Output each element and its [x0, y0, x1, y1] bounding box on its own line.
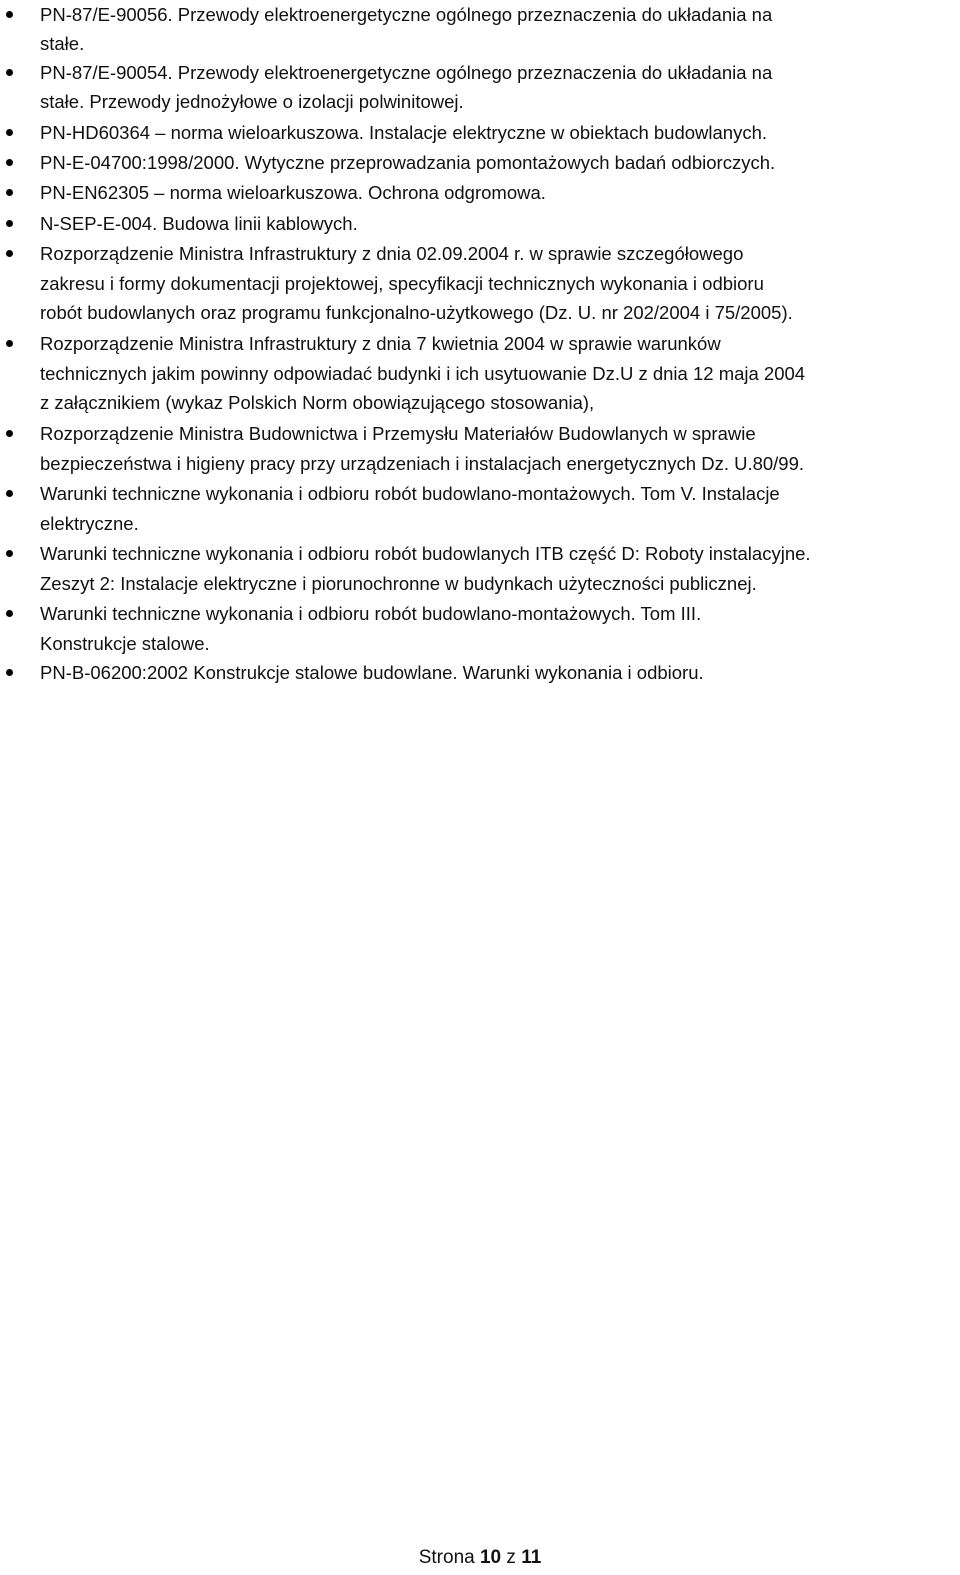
reference-text	[40, 0, 956, 58]
reference-line: stałe.	[40, 33, 85, 54]
footer-page-number: 10	[479, 1547, 502, 1568]
reference-item	[0, 479, 960, 538]
reference-text	[40, 419, 956, 478]
reference-text	[40, 539, 956, 598]
bullet-icon	[6, 610, 13, 617]
reference-line: robót budowlanych oraz programu funkcjonalno-użytkowego (Dz. U. nr 202/2004 i 75/2005).	[40, 302, 793, 323]
reference-line: Warunki techniczne wykonania i odbioru robót budowlano-montażowych. Tom III.	[40, 603, 702, 624]
bullet-icon	[6, 430, 13, 437]
reference-line: PN-B-06200:2002 Konstrukcje stalowe budowlane. Warunki wykonania i odbioru.	[40, 662, 704, 683]
bullet-icon	[6, 669, 13, 676]
reference-line: stałe. Przewody jednożyłowe o izolacji polwinitowej.	[40, 91, 464, 112]
reference-item	[0, 148, 960, 177]
reference-line: PN-87/E-90054. Przewody elektroenergetyczne ogólnego przeznaczenia do układania na	[40, 62, 773, 83]
reference-text	[40, 599, 956, 658]
footer-total-pages: 11	[521, 1547, 542, 1568]
bullet-icon	[6, 129, 13, 136]
reference-line: Rozporządzenie Ministra Infrastruktury z dnia 7 kwietnia 2004 w sprawie warunków	[40, 333, 721, 354]
footer-prefix: Strona	[418, 1547, 475, 1568]
reference-text	[40, 58, 956, 116]
reference-line: PN-87/E-90056. Przewody elektroenergetyczne ogólnego przeznaczenia do układania na	[40, 4, 773, 25]
reference-item	[0, 329, 960, 418]
reference-line: technicznych jakim powinny odpowiadać budynki i ich usytuowanie Dz.U z dnia 12 maja 2004	[40, 362, 806, 384]
reference-line: Warunki techniczne wykonania i odbioru robót budowlano-montażowych. Tom V. Instalacje	[40, 483, 780, 504]
bullet-icon	[6, 11, 13, 18]
reference-item	[0, 0, 960, 58]
footer-separator: z	[506, 1547, 516, 1568]
reference-line: bezpieczeństwa i higieny pracy przy urządzeniach i instalacjach energetycznych Dz. U.80/99.	[40, 452, 805, 474]
reference-text	[40, 118, 956, 147]
bullet-icon	[6, 159, 13, 166]
reference-item	[0, 239, 960, 328]
reference-item	[0, 599, 960, 658]
reference-item	[0, 419, 960, 478]
reference-text	[40, 479, 956, 538]
bullet-icon	[6, 69, 13, 76]
reference-text	[40, 329, 956, 418]
bullet-icon	[6, 220, 13, 227]
reference-line: Warunki techniczne wykonania i odbioru robót budowlanych ITB część D: Roboty instalacyjne.	[40, 543, 811, 564]
reference-line: PN-E-04700:1998/2000. Wytyczne przeprowadzania pomontażowych badań odbiorczych.	[40, 152, 776, 173]
reference-text	[40, 178, 956, 207]
bullet-icon	[6, 340, 13, 347]
reference-line: Konstrukcje stalowe.	[40, 632, 210, 654]
reference-line: elektryczne.	[40, 512, 139, 534]
reference-line: PN-EN62305 – norma wieloarkuszowa. Ochrona odgromowa.	[40, 182, 546, 203]
reference-line: Rozporządzenie Ministra Budownictwa i Przemysłu Materiałów Budowlanych w sprawie	[40, 423, 756, 444]
reference-item	[0, 539, 960, 598]
reference-text	[40, 148, 956, 177]
bullet-icon	[6, 189, 13, 196]
bullet-icon	[6, 490, 13, 497]
reference-item	[0, 178, 960, 207]
reference-text	[40, 239, 956, 328]
reference-text	[40, 658, 956, 688]
reference-line: zakresu i formy dokumentacji projektowej, specyfikacji technicznych wykonania i odbioru	[40, 272, 764, 294]
reference-text	[40, 209, 956, 238]
reference-line: z załącznikiem (wykaz Polskich Norm obowiązującego stosowania),	[40, 392, 595, 413]
bullet-icon	[6, 250, 13, 257]
reference-line: N-SEP-E-004. Budowa linii kablowych.	[40, 213, 358, 234]
reference-item	[0, 58, 960, 116]
reference-line: PN-HD60364 – norma wieloarkuszowa. Instalacje elektryczne w obiektach budowlanych.	[40, 122, 768, 143]
reference-line: Zeszyt 2: Instalacje elektryczne i piorunochronne w budynkach użyteczności publicznej.	[40, 572, 757, 594]
bullet-icon	[6, 550, 13, 557]
reference-item	[0, 118, 960, 147]
reference-line: Rozporządzenie Ministra Infrastruktury z dnia 02.09.2004 r. w sprawie szczegółowego	[40, 243, 744, 264]
reference-item	[0, 658, 960, 688]
page-footer	[0, 1544, 960, 1572]
reference-item	[0, 209, 960, 238]
